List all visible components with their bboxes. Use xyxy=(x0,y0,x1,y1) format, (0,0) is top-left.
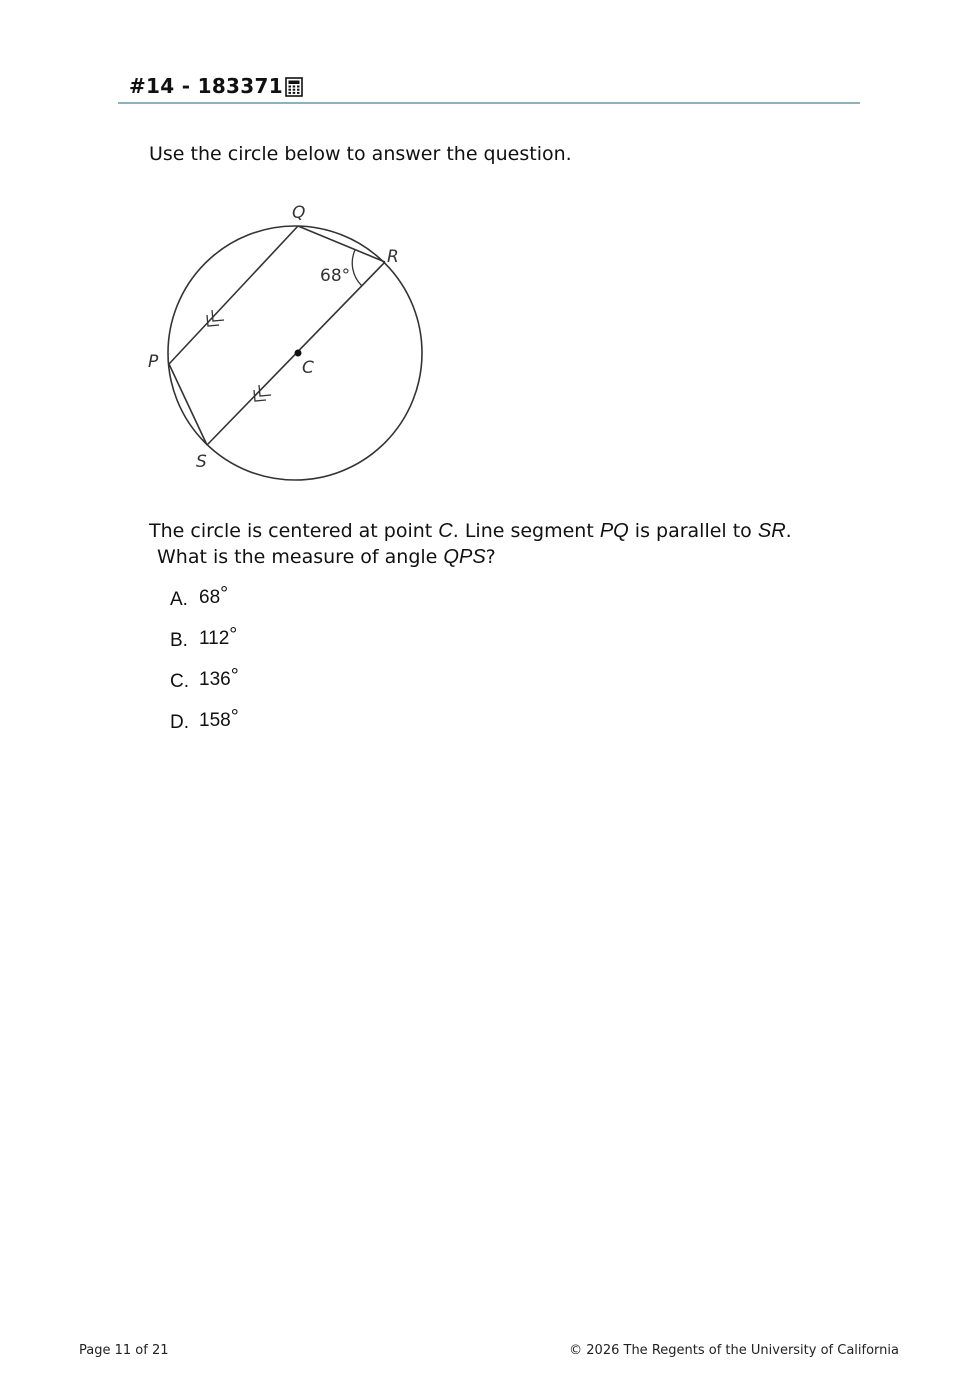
segment-sr-label: SR xyxy=(757,520,786,542)
calculator-icon xyxy=(285,77,303,101)
stem-text: . xyxy=(785,520,792,542)
copyright: © 2026 The Regents of the University of California xyxy=(569,1343,899,1358)
choice-value: 68 xyxy=(199,587,221,608)
choice-letter: A. xyxy=(170,589,188,610)
question-number: #14 - 183371 xyxy=(129,74,283,98)
instruction-text: Use the circle below to answer the question. xyxy=(149,143,572,165)
degree-symbol: ° xyxy=(229,624,238,646)
parallel-mark-pq xyxy=(207,310,224,326)
stem-text: What is the measure of angle xyxy=(157,546,444,568)
choice-b[interactable] xyxy=(170,624,239,668)
stem-text: ? xyxy=(485,546,496,568)
choice-value: 112 xyxy=(199,628,230,649)
point-c: C xyxy=(438,520,453,542)
segment-qr xyxy=(298,226,385,262)
stem-line-2 xyxy=(149,544,849,570)
label-p: P xyxy=(148,352,159,372)
segment-pq-label: PQ xyxy=(599,520,629,542)
choice-value: 158 xyxy=(199,710,231,731)
angle-arc xyxy=(352,250,362,286)
label-s: S xyxy=(196,452,207,472)
choice-a[interactable] xyxy=(170,583,239,627)
segment-pq xyxy=(169,226,298,364)
question-header xyxy=(118,74,860,104)
question-stem xyxy=(149,518,849,570)
stem-text: is parallel to xyxy=(628,520,758,542)
label-r: R xyxy=(387,247,399,267)
segment-ps xyxy=(169,364,207,445)
choice-letter: D. xyxy=(170,712,189,733)
choice-letter: C. xyxy=(170,671,189,692)
label-q: Q xyxy=(292,203,306,223)
stem-text: The circle is centered at point xyxy=(149,520,439,542)
label-c: C xyxy=(302,358,314,378)
angle-qps-label: QPS xyxy=(443,546,486,568)
choice-c[interactable] xyxy=(170,665,239,709)
choice-d[interactable] xyxy=(170,706,239,750)
degree-symbol: ° xyxy=(220,583,229,605)
degree-symbol: ° xyxy=(230,665,239,687)
center-point xyxy=(295,350,302,357)
stem-line-1 xyxy=(149,518,849,544)
angle-label: 68° xyxy=(320,266,351,286)
stem-text: . Line segment xyxy=(452,520,600,542)
answer-choices xyxy=(170,583,239,750)
circle-figure xyxy=(140,195,440,499)
page-number: Page 11 of 21 xyxy=(79,1343,169,1358)
choice-letter: B. xyxy=(170,630,188,651)
degree-symbol: ° xyxy=(230,706,239,728)
choice-value: 136 xyxy=(199,669,231,690)
